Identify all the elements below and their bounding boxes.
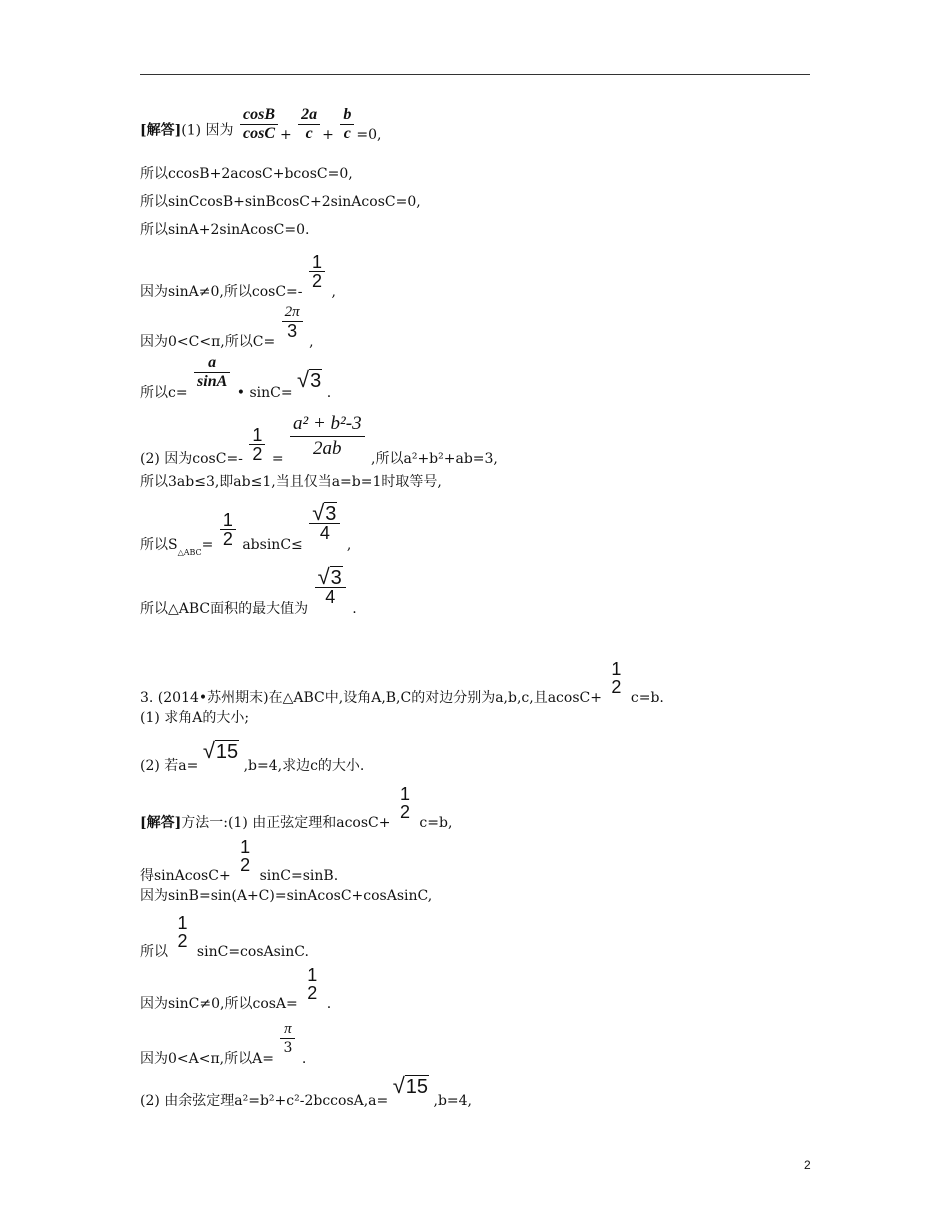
solution1-line2: 所以ccosB+2acosC+bcosC=0, <box>140 166 353 182</box>
sqrt-15: √15 <box>392 1073 429 1098</box>
solution3-line6: 因为0<A<π,所以A= $\frac{\pi}{3}$ . <box>140 1021 307 1067</box>
sqrt-15: √15 <box>202 738 239 763</box>
fraction-cosB-cosC: $\frac{\cos B}{\cos C}$ <box>240 106 278 143</box>
page-number: 2 <box>804 1158 811 1172</box>
solution3-line7: (2) 由余弦定理a²=b²+c²-2bccosA,a= √15 ,b=4, <box>140 1073 472 1109</box>
solution1-line7: 所以c= $\frac{a}{\sin A}$ • sinC= √3 . <box>140 354 332 401</box>
problem3-question1: (1) 求角A的大小; <box>140 710 250 726</box>
solution3-line1: [解答]方法一:(1) 由正弦定理和acosC+ 1 2 c=b, <box>140 784 453 831</box>
fraction-one-half: 1 2 <box>177 913 188 951</box>
answer-label: [解答] <box>140 815 182 831</box>
solution1-line11: 所以△ABC面积的最大值为 $\frac{√3}{4}$ . <box>140 564 357 617</box>
solution1-line1: [解答](1) 因为 $\frac{\cos B}{\cos C}$ + $\frac{2a}{c}$ + $\frac{b}{c}$ =0, <box>140 106 382 143</box>
problem3-question2: (2) 若a= √15 ,b=4,求边c的大小. <box>140 738 365 774</box>
fraction-one-half: 1 2 <box>399 784 410 822</box>
solution1-line9: 所以3ab≤3,即ab≤1,当且仅当a=b=1时取等号, <box>140 474 442 490</box>
fraction-one-half: 1 2 <box>307 965 318 1003</box>
solution3-line3: 因为sinB=sin(A+C)=sinAcosC+cosAsinC, <box>140 888 433 904</box>
fraction-pi-3: $\frac{\pi}{3}$ <box>280 1020 295 1057</box>
solution1-line4: 所以sinA+2sinAcosC=0. <box>140 222 310 238</box>
fraction-b-c: $\frac{b}{c}$ <box>340 106 354 143</box>
problem3-statement: 3. (2014•苏州期末)在△ABC中,设角A,B,C的对边分别为a,b,c,且acosC+ 1 2 c=b. <box>140 659 664 706</box>
solution3-line4: 所以 1 2 sinC=cosAsinC. <box>140 913 309 960</box>
solution1-line5: 因为sinA≠0,所以cosC=- $\frac{1}{2}$ , <box>140 252 336 300</box>
fraction-one-half: $\frac{1}{2}$ <box>220 511 236 548</box>
solution1-line10: 所以$S_{\triangle ABC}=$ $\frac{1}{2}$ absinC≤ $\frac{√3}{4}$ , <box>140 500 352 557</box>
sqrt-3: √3 <box>297 366 322 392</box>
solution1-line3: 所以sinCcosB+sinBcosC+2sinAcosC=0, <box>140 194 421 210</box>
fraction-2pi-3: $\frac{2\pi}{3}$ <box>282 303 303 340</box>
header-rule <box>140 74 810 75</box>
solution3-line5: 因为sinC≠0,所以cosA= 1 2 . <box>140 965 332 1012</box>
fraction-one-half: $\frac{1}{2}$ <box>249 426 265 463</box>
fraction-a-sinA: $\frac{a}{\sin A}$ <box>194 354 230 391</box>
fraction-2a-c: $\frac{2a}{c}$ <box>298 106 320 143</box>
fraction-sqrt3-4: $\frac{√3}{4}$ <box>315 568 346 606</box>
fraction-one-half: $\frac{1}{2}$ <box>309 253 325 290</box>
fraction-cosine-law: $\frac{\text{a² + b²-3}}{2ab}$ <box>290 412 365 461</box>
answer-label: [解答] <box>140 122 182 139</box>
solution1-line8: (2) 因为cosC=- $\frac{1}{2}$ = $\frac{\text{a² + b²-3}}{2ab}$ ,所以a²+b²+ab=3, <box>140 413 498 467</box>
fraction-one-half: 1 2 <box>240 837 251 875</box>
solution3-line2: 得sinAcosC+ 1 2 sinC=sinB. <box>140 837 339 884</box>
fraction-sqrt3-4: $\frac{√3}{4}$ <box>309 504 340 542</box>
fraction-one-half: 1 2 <box>611 659 622 697</box>
solution1-line6: 因为0<C<π,所以C= $\frac{2\pi}{3}$ , <box>140 304 314 350</box>
